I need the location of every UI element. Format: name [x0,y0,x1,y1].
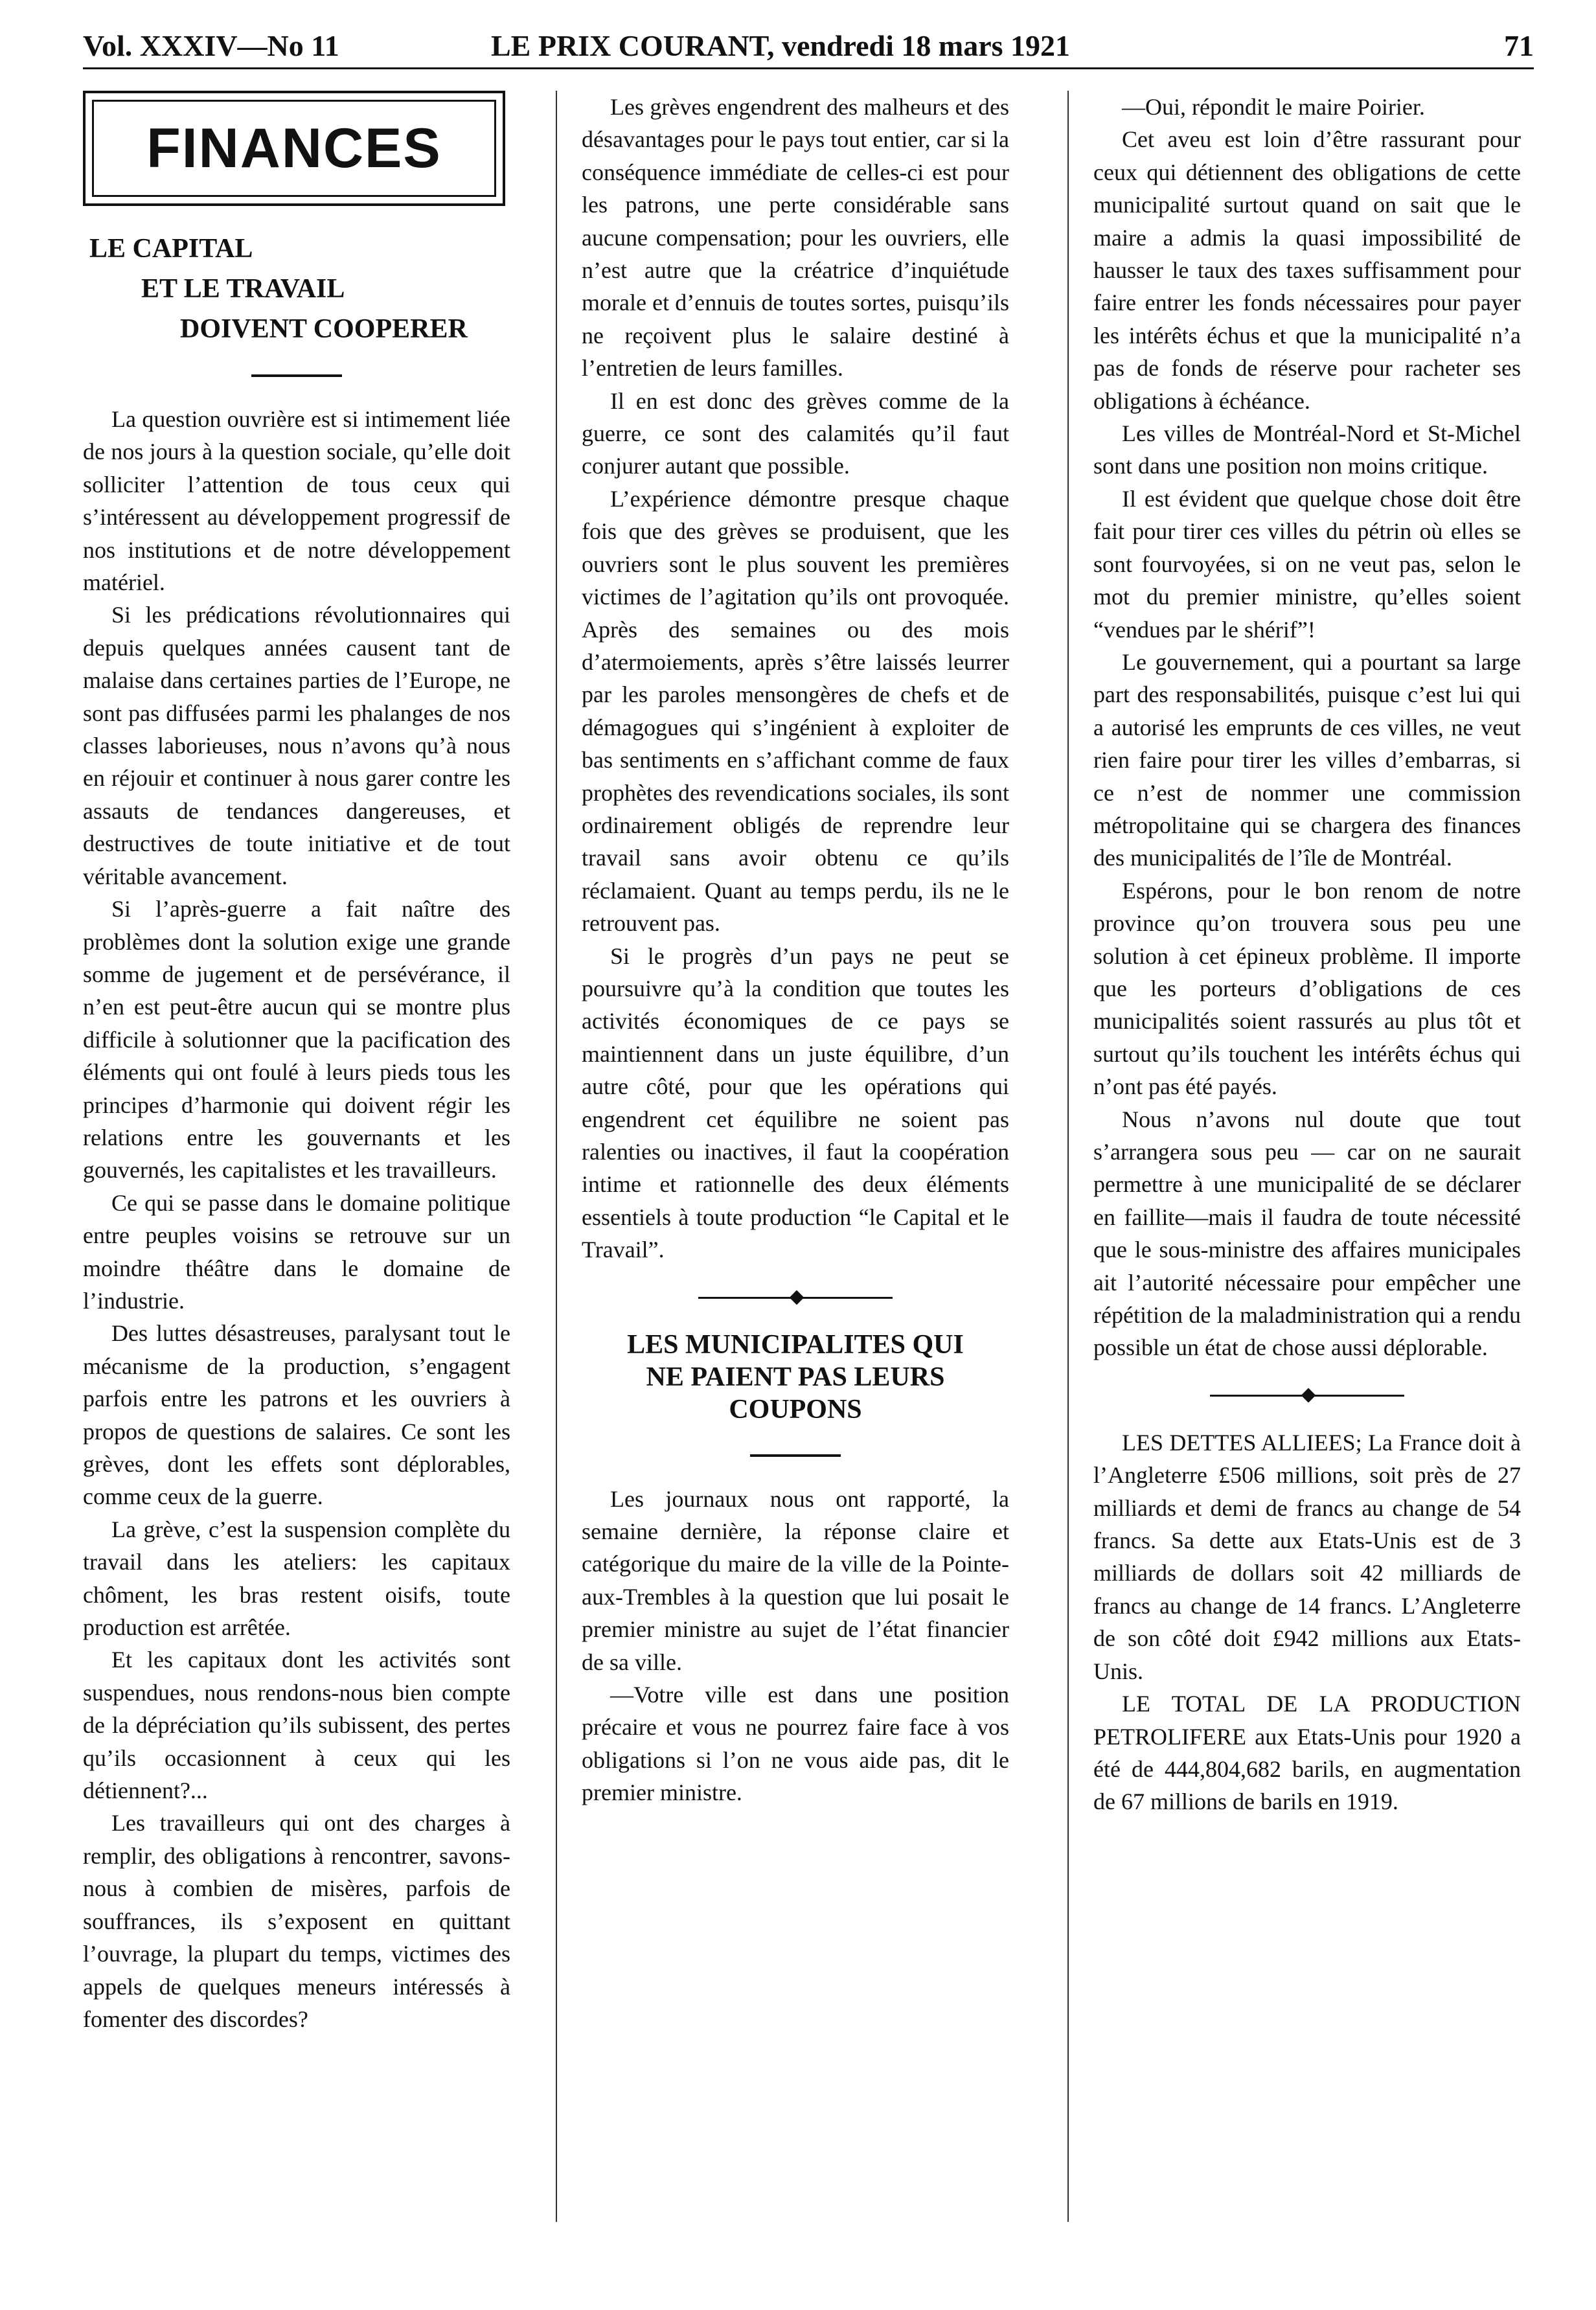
column-2 [582,91,1009,1809]
article-paragraph: Espérons, pour le bon renom de notre province qu’on trouvera sous peu une solution à cet épineux problème. Il importe que les porteurs d’obligations de ces municipalités soient rassurés au plus tôt et surtout qu’ils touchent les intérêts échus qui n’ont pas été payés. [1093,877,1521,1100]
article-paragraph: Les journaux nous ont rapporté, la semaine dernière, la réponse claire et catégorique du maire de la ville de la Pointe-aux-Trembles à la question que lui posait le premier ministre au sujet de l’état financier de sa ville. [582,1485,1009,1675]
article-divider [1210,1389,1404,1402]
notice-text: aux Etats-Unis pour 1920 a été de 444,804,682 barils, en augmentation de 67 millions de barils en 1919. [1093,1723,1521,1815]
article-paragraph: Et les capitaux dont les activités sont suspendues, nous rendons-nous bien compte de la dépréciation qu’ils subissent, des pertes qu’ils occasionnent à ceux qui les détiennent?... [83,1647,510,1804]
page-number: 71 [1504,29,1534,62]
headline-rule [750,1454,841,1457]
volume-number: Vol. XXXIV—No 11 [83,29,339,62]
article-paragraph: Nous n’avons nul doute que tout s’arrangera sous peu — car on ne saurait permettre à une municipalité de se déclarer en faillite—mais il faudra de toute nécessité que le sous-ministre des affaires municipales ait l’autorité nécessaire pour empêcher une répétition de la maladministration qui a rendu possible un état de chose aussi déplorable. [1093,1106,1521,1361]
article-paragraph: Si le progrès d’un pays ne peut se poursuivre qu’à la condition que toutes les activités économiques de ce pays se maintiennent dans un juste équilibre, d’un autre côté, pour que les opérations qui engendrent cet équilibre ne soient pas ralenties ou inactives, il faut la coopération intime et rationnelle des deux éléments essentiels à toute production “le Capital et le Travail”. [582,943,1009,1263]
column-1 [83,91,510,2035]
column-divider [556,91,557,2222]
header-rule [83,67,1534,69]
article-headline-line: LE CAPITAL [89,234,253,264]
divider-ornament [790,1290,804,1305]
article-paragraph: Les grèves engendrent des malheurs et des désavantages pour le pays tout entier, car si la conséquence immédiate de celles-ci est pour les patrons, une perte considérable sans aucune compensation; pour les ouvriers, elle n’est autre que la créatrice d’inquiétude morale et d’ennuis de toutes sortes, puisqu’ils ne reçoivent plus le salaire destiné à l’entretien de leurs familles. [582,94,1009,382]
article-paragraph: Il est évident que quelque chose doit être fait pour tirer ces villes du pétrin où elles se sont fourvoyées, si on ne veut pas, selon le mot du premier ministre, qu’elles soient “vendues par le shérif”! [1093,485,1521,643]
page-header [83,26,1534,66]
news-notice [1093,1687,1521,1818]
article-paragraph: Des luttes désastreuses, paralysant tout le mécanisme de la production, s’engagent parfois entre les patrons et les ouvriers à propos de questions de salaires. Ce sont les grèves, dont les effets sont déplorables, comme ceux de la guerre. [83,1320,510,1510]
article-headline-line: LES MUNICIPALITES QUI [627,1329,964,1360]
headline-rule [251,374,342,377]
article-paragraph: La grève, c’est la suspension complète du travail dans les ateliers: les capitaux chôment, les bras restent oisifs, toute production est arrêtée. [83,1516,510,1641]
masthead: LE PRIX COURANT, vendredi 18 mars 1921 [491,29,1071,62]
article-paragraph: L’expérience démontre presque chaque fois que des grèves se produisent, que les ouvriers sont le plus souvent les premières victimes de l’agitation qu’ils ont provoquée. Après des semaines ou des mois d’atermoiements, après s’être laissés leurrer par les paroles mensongères de chefs et de démagogues qui s’ingénient à exploiter de bas sentiments en s’affichant comme de faux prophètes des revendications sociales, ils sont ordinairement obligés de reprendre leur travail sans avoir obtenu ce qu’ils réclamaient. Quant au temps perdu, ils ne le retrouvent pas. [582,485,1009,937]
notice-lead: LES DETTES ALLIEES; [1122,1429,1362,1456]
article-paragraph: —Oui, répondit le maire Poirier. [1122,94,1425,120]
article-paragraph: Les travailleurs qui ont des charges à remplir, des obligations à rencontrer, savons-nous à combien de misères, parfois de souffrances, ils s’exposent en quittant l’ouvrage, la plupart du temps, victimes des appels de quelques meneurs intéressés à fomenter des discordes? [83,1810,510,2032]
section-title: FINANCES [92,100,496,197]
article-paragraph: Si les prédications révolutionnaires qui depuis quelques années causent tant de malaise dans certaines parties de l’Europe, ne sont pas diffusées parmi les phalanges de nos classes laborieuses, nous n’avons qu’à nous en réjouir et continuer à nous garer contre les assauts de tendances dangereuses, et destructives de toute initiative et de tout véritable avancement. [83,602,510,889]
section-title-box [83,91,505,206]
article-divider [698,1291,893,1304]
column-3 [1093,91,1521,1818]
article-paragraph: Il en est donc des grèves comme de la guerre, ce sont des calamités qu’il faut conjurer autant que possible. [582,387,1009,479]
article-headline-line: NE PAIENT PAS LEURS [646,1362,945,1392]
article-paragraph: Si l’après-guerre a fait naître des problèmes dont la solution exige une grande somme de jugement et de persévérance, il n’en est peut-être aucun qui se montre plus difficile à solutionner que la pacification des éléments qui ont foulé à leurs pieds tous les principes d’harmonie qui doivent régir les relations entre les gouvernants et les gouvernés, les capitalistes et les travailleurs. [83,896,510,1184]
article-headline-line: ET LE TRAVAIL [141,274,345,304]
notice-lead: LE TOTAL DE LA PRODUCTION PETROLIFERE [1093,1691,1521,1750]
article-paragraph: Cet aveu est loin d’être rassurant pour ceux qui détiennent des obligations de cette municipalité surtout quand on sait que le maire a admis la quasi impossibilité de hausser le taux des taxes suffisamment pour faire entrer les fonds nécessaires pour payer les intérêts échus et que la municipalité n’a pas de fonds de réserve pour racheter ses obligations à échéance. [1093,126,1521,414]
article-paragraph: La question ouvrière est si intimement liée de nos jours à la question sociale, qu’elle doit solliciter l’attention de tous ceux qui s’intéressent au développement progressif de nos institutions et de notre développement matériel. [83,406,510,596]
article-paragraph: —Votre ville est dans une position précaire et vous ne pourrez faire face à vos obligations si l’on ne vous aide pas, dit le premier ministre. [582,1682,1009,1806]
column-divider [1067,91,1069,2222]
article-paragraph: Les villes de Montréal-Nord et St-Michel sont dans une position non moins critique. [1093,420,1521,479]
article-paragraph: Le gouvernement, qui a pourtant sa large part des responsabilités, puisque c’est lui qui a autorisé les emprunts de ces villes, ne veut rien faire pour tirer les villes d’embarras, si ce n’est de nommer une commission métropolitaine qui se chargera des finances des municipalités de l’île de Montréal. [1093,648,1521,871]
article-headline-line: COUPONS [729,1394,862,1424]
article-paragraph: Ce qui se passe dans le domaine politique entre peuples voisins se retrouve sur un moindre théâtre dans le domaine de l’industrie. [83,1189,510,1314]
article-headline-line: DOIVENT COOPERER [180,314,468,344]
notice-text: La France doit à l’Angleterre £506 millions, soit près de 27 milliards et demi de francs au change de 54 francs. Sa dette aux Etats-Unis est de 3 milliards de dollars soit 42 milliards de francs au change de 14 francs. L’Angleterre de son côté doit £942 millions aux Etats-Unis. [1093,1429,1522,1684]
divider-ornament [1301,1388,1316,1403]
news-notice [1093,1426,1521,1687]
